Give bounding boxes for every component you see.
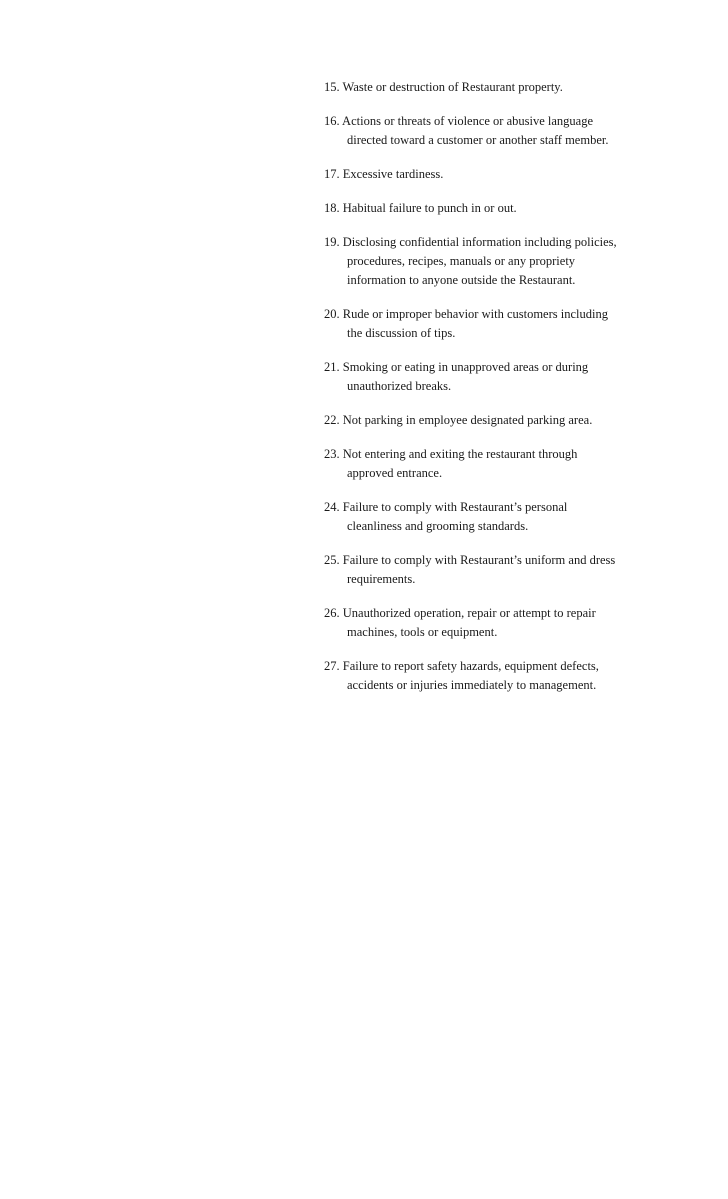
rule-item-16 <box>324 112 664 150</box>
rule-20-line-2: the discussion of tips. <box>347 326 456 340</box>
rule-15-line-1: 15. Waste or destruction of Restaurant property. <box>324 80 563 94</box>
rule-27-line-1: 27. Failure to report safety hazards, equipment defects, <box>324 659 599 673</box>
rule-item-17 <box>324 165 664 184</box>
rule-item-25 <box>324 551 664 589</box>
rule-item-19 <box>324 233 664 290</box>
rule-19-line-2: procedures, recipes, manuals or any propriety <box>347 254 576 268</box>
rule-24-line-1: 24. Failure to comply with Restaurant’s personal <box>324 500 568 514</box>
rule-item-24 <box>324 498 664 536</box>
rule-26-line-1: 26. Unauthorized operation, repair or attempt to repair <box>324 606 596 620</box>
rule-item-22 <box>324 411 664 430</box>
rule-26-line-2: machines, tools or equipment. <box>347 625 498 639</box>
rules-list <box>324 78 664 710</box>
rule-17-line-1: 17. Excessive tardiness. <box>324 167 444 181</box>
rule-23-line-2: approved entrance. <box>347 466 443 480</box>
rule-27-line-2: accidents or injuries immediately to management. <box>347 678 597 692</box>
rule-19-line-3: information to anyone outside the Restaurant. <box>347 273 576 287</box>
rule-16-line-2: directed toward a customer or another staff member. <box>347 133 609 147</box>
rule-item-26 <box>324 604 664 642</box>
rule-item-23 <box>324 445 664 483</box>
rule-21-line-2: unauthorized breaks. <box>347 379 452 393</box>
rule-item-18 <box>324 199 664 218</box>
rule-item-21 <box>324 358 664 396</box>
rule-item-27 <box>324 657 664 695</box>
rule-25-line-2: requirements. <box>347 572 416 586</box>
rule-item-15 <box>324 78 664 97</box>
rule-21-line-1: 21. Smoking or eating in unapproved areas or during <box>324 360 589 374</box>
rule-19-line-1: 19. Disclosing confidential information including policies, <box>324 235 617 249</box>
rule-20-line-1: 20. Rude or improper behavior with customers including <box>324 307 608 321</box>
rule-item-20 <box>324 305 664 343</box>
rule-16-line-1: 16. Actions or threats of violence or abusive language <box>324 114 594 128</box>
rule-22-line-1: 22. Not parking in employee designated parking area. <box>324 413 593 427</box>
rule-23-line-1: 23. Not entering and exiting the restaurant through <box>324 447 578 461</box>
rule-25-line-1: 25. Failure to comply with Restaurant’s uniform and dress <box>324 553 616 567</box>
rule-24-line-2: cleanliness and grooming standards. <box>347 519 529 533</box>
rule-18-line-1: 18. Habitual failure to punch in or out. <box>324 201 517 215</box>
